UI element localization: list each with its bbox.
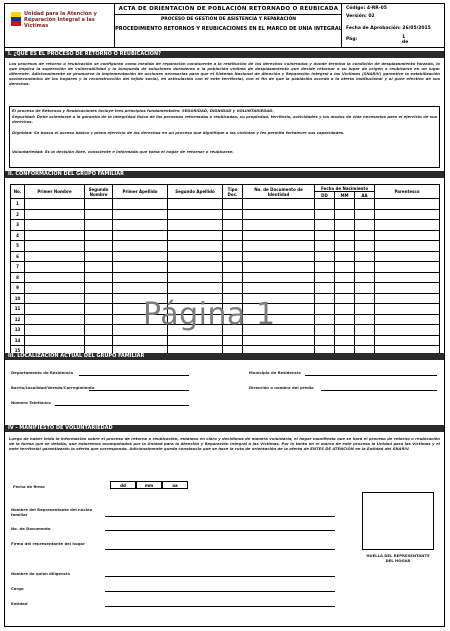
table-row xyxy=(11,199,440,210)
row-number: 13 xyxy=(11,325,25,336)
direccion-field[interactable] xyxy=(321,390,437,391)
table-row xyxy=(11,241,440,252)
section-2-title: II. CONFORMACIÓN DEL GRUPO FAMILIAR xyxy=(5,171,444,178)
section-3-title: III. LOCALIZACIÓN ACTUAL DEL GRUPO FAMILIAR xyxy=(5,353,444,360)
fingerprint-label: HUELLA DEL REPRESENTANTE DEL HOGAR xyxy=(366,553,430,563)
entidad-label: Entidad xyxy=(11,601,28,606)
principles-lead: El proceso de Retornos y Reubicaciones incluye tres principios fundamentales: SEGURIDAD, DIGNIDAD y VOLUNTARIEDAD. xyxy=(12,108,274,113)
telefono-field[interactable] xyxy=(55,405,189,406)
fingerprint-box[interactable] xyxy=(362,492,434,550)
table-cell[interactable] xyxy=(335,262,355,273)
table-cell[interactable] xyxy=(375,293,440,304)
table-cell[interactable] xyxy=(113,209,168,220)
table-row xyxy=(11,272,440,283)
table-cell[interactable] xyxy=(25,241,85,252)
firma-label: Firma del representante del hogar xyxy=(11,541,85,546)
table-cell[interactable] xyxy=(223,220,243,231)
table-cell[interactable] xyxy=(85,272,113,283)
table-cell[interactable] xyxy=(113,251,168,262)
fecha-firma-label: Fecha de firma xyxy=(13,484,45,489)
table-cell[interactable] xyxy=(315,230,335,241)
col-header-dd: DD xyxy=(315,192,335,199)
table-cell[interactable] xyxy=(335,283,355,294)
table-row xyxy=(11,283,440,294)
table-cell[interactable] xyxy=(375,325,440,336)
table-cell[interactable] xyxy=(85,335,113,346)
table-cell[interactable] xyxy=(335,220,355,231)
col-header-mm: MM xyxy=(335,192,355,199)
table-cell[interactable] xyxy=(85,230,113,241)
table-cell[interactable] xyxy=(25,209,85,220)
table-cell[interactable] xyxy=(375,283,440,294)
col-header-primer-apellido: Primer Apellido xyxy=(113,185,168,199)
row-number: 9 xyxy=(11,283,25,294)
table-cell[interactable] xyxy=(168,251,223,262)
table-cell[interactable] xyxy=(315,199,335,210)
departamento-label: Departamento de Residencia xyxy=(11,370,74,375)
table-cell[interactable] xyxy=(375,230,440,241)
table-cell[interactable] xyxy=(335,272,355,283)
voluntariedad-text: Luego de haber leído la información sobre el proceso de retorno o reubicación, estamos en claro y decidimos de manera voluntaria, el hogar manifiesta que se hará el proceso de retorno o reubicación de la forma que se detalla, que estaremos acompañados por la Unidad para la Atención y Reparación Integral a las Víctimas. Por lo tanto en el marco de este proceso la Unidad para las Víctimas y el ente territorial garantizarán la oferta que corresponda. Adicionalmente queda constancia que se hace la ruta de orientación de la oferta de ENTES DE ATENCIÓN en la Entidad del SNARIV. xyxy=(9,436,440,451)
table-cell[interactable] xyxy=(85,283,113,294)
colombia-flag-icon xyxy=(11,12,21,26)
table-cell[interactable] xyxy=(355,325,375,336)
header-meta xyxy=(342,4,444,47)
form-code: Código: 4-RR-05 xyxy=(346,6,387,11)
row-number: 11 xyxy=(11,304,25,315)
table-row xyxy=(11,262,440,273)
col-header-numero-doc: No. de Documento de Identidad xyxy=(243,185,315,199)
table-cell[interactable] xyxy=(113,241,168,252)
procedure-name: PROCEDIMIENTO RETORNOS Y REUBICACIONES EN EL MARCO DE UNIA INTEGRAL xyxy=(115,26,342,32)
row-number: 7 xyxy=(11,262,25,273)
row-number: 8 xyxy=(11,272,25,283)
table-cell[interactable] xyxy=(243,272,315,283)
table-cell[interactable] xyxy=(85,293,113,304)
table-cell[interactable] xyxy=(243,335,315,346)
col-header-fecha-nac: Fecha de Nacimiento xyxy=(315,185,375,192)
table-cell[interactable] xyxy=(25,262,85,273)
row-number: 4 xyxy=(11,230,25,241)
table-cell[interactable] xyxy=(375,251,440,262)
table-cell[interactable] xyxy=(25,335,85,346)
table-row xyxy=(11,335,440,346)
table-cell[interactable] xyxy=(355,220,375,231)
table-cell[interactable] xyxy=(375,335,440,346)
row-number: 6 xyxy=(11,251,25,262)
fecha-firma-aa[interactable]: aa xyxy=(162,481,188,489)
table-cell[interactable] xyxy=(168,209,223,220)
direccion-label: Dirección o nombre del predio xyxy=(249,385,314,390)
table-cell[interactable] xyxy=(168,335,223,346)
table-cell[interactable] xyxy=(355,199,375,210)
no-documento-label: No. de Documento xyxy=(11,526,51,531)
table-cell[interactable] xyxy=(375,209,440,220)
table-cell[interactable] xyxy=(335,325,355,336)
table-cell[interactable] xyxy=(223,230,243,241)
table-cell[interactable] xyxy=(355,314,375,325)
table-cell[interactable] xyxy=(355,262,375,273)
table-cell[interactable] xyxy=(375,304,440,315)
table-cell[interactable] xyxy=(223,272,243,283)
table-cell[interactable] xyxy=(168,272,223,283)
table-cell[interactable] xyxy=(25,251,85,262)
telefono-label: Número Telefónico xyxy=(11,400,51,405)
process-name: PROCESO DE GESTIÓN DE ASISTENCIA Y REPARACIÓN xyxy=(160,17,297,22)
col-header-segundo-nombre: Segundo Nombre xyxy=(85,185,113,199)
row-number: 2 xyxy=(11,209,25,220)
principle-dignidad: Dignidad: Se busca el acceso básico y pleno ejercicio de los derechos en un proceso que dignifique a las víctimas y les permita fortalecer sus capacidades. xyxy=(12,130,345,135)
table-cell[interactable] xyxy=(355,283,375,294)
table-cell[interactable] xyxy=(315,220,335,231)
table-cell[interactable] xyxy=(335,293,355,304)
table-cell[interactable] xyxy=(223,283,243,294)
header-titles xyxy=(115,4,342,47)
col-header-aa: AA xyxy=(355,192,375,199)
table-cell[interactable] xyxy=(25,325,85,336)
entidad-field[interactable] xyxy=(105,606,335,607)
cargo-field[interactable] xyxy=(105,591,335,592)
table-cell[interactable] xyxy=(85,251,113,262)
section-1-title: I. ¿QUÉ ES EL PROCESO DE RETORNO O REUBICACIÓN? xyxy=(5,51,444,58)
table-cell[interactable] xyxy=(25,283,85,294)
table-cell[interactable] xyxy=(85,209,113,220)
table-cell[interactable] xyxy=(113,199,168,210)
cargo-label: Cargo xyxy=(11,586,24,591)
table-cell[interactable] xyxy=(335,199,355,210)
no-documento-field[interactable] xyxy=(105,530,335,531)
table-cell[interactable] xyxy=(375,220,440,231)
table-cell[interactable] xyxy=(315,335,335,346)
page-value: 1 de xyxy=(402,35,409,45)
table-cell[interactable] xyxy=(113,220,168,231)
table-cell[interactable] xyxy=(335,241,355,252)
table-cell[interactable] xyxy=(375,314,440,325)
col-header-primer-nombre: Primer Nombre xyxy=(25,185,85,199)
table-cell[interactable] xyxy=(113,262,168,273)
row-number: 14 xyxy=(11,335,25,346)
table-cell[interactable] xyxy=(315,272,335,283)
form-page xyxy=(4,3,445,627)
table-cell[interactable] xyxy=(355,241,375,252)
table-cell[interactable] xyxy=(355,251,375,262)
table-cell[interactable] xyxy=(25,304,85,315)
header-divider xyxy=(115,14,342,15)
fecha-firma-mm[interactable]: mm xyxy=(136,481,162,489)
row-number: 12 xyxy=(11,314,25,325)
nombre-representante-field[interactable] xyxy=(105,516,335,517)
table-cell[interactable] xyxy=(315,283,335,294)
row-number: 10 xyxy=(11,293,25,304)
table-cell[interactable] xyxy=(223,199,243,210)
table-cell[interactable] xyxy=(243,251,315,262)
col-header-tipo-doc: Tipo Doc. xyxy=(223,185,243,199)
table-cell[interactable] xyxy=(223,241,243,252)
table-cell[interactable] xyxy=(315,293,335,304)
flag-stripe-red xyxy=(11,21,21,26)
table-cell[interactable] xyxy=(223,262,243,273)
table-cell[interactable] xyxy=(168,283,223,294)
table-cell[interactable] xyxy=(315,262,335,273)
table-row xyxy=(11,209,440,220)
table-cell[interactable] xyxy=(315,314,335,325)
nombre-representante-label: Nombre del Representante del núcleo familiar xyxy=(11,507,93,517)
table-cell[interactable] xyxy=(355,293,375,304)
section-4-title: IV - MANIFIESTO DE VOLUNTARIEDAD xyxy=(5,425,444,432)
table-cell[interactable] xyxy=(223,209,243,220)
logo-text: Unidad para la Atención y Reparación Integral a las Víctimas xyxy=(24,11,97,29)
section-1-intro: Los procesos de retorno o reubicación se configuran como medida de reparación conducente a la restitución de los derechos vulnerados y donde termina la condición de desplazamiento forzado, lo que implica la superación de vulnerabilidad y la búsqueda de soluciones duraderas a la población víctima de desplazamiento que decide retornar a su lugar de origen o reubicarse en un lugar diferente. Adicionalmente se promueve la implementación de acciones necesarias para que el Sistema Nacional de Atención y Reparación Integral a las Víctimas (SNARIV) garantice la estabilización socioeconómica de los hogares y la reconstrucción del tejido social, en articulación con el ente territorial, con el fin de que la población acceda a la oferta institucional y al goce efectivo de sus derechos. xyxy=(9,61,440,86)
table-cell[interactable] xyxy=(335,251,355,262)
page-label: Pág: xyxy=(346,37,358,42)
table-cell[interactable] xyxy=(335,304,355,315)
firma-field[interactable] xyxy=(105,549,335,550)
row-number: 3 xyxy=(11,220,25,231)
table-row xyxy=(11,251,440,262)
principle-seguridad: Seguridad: Debe orientarse a la garantía de la integridad física de las personas retornadas o reubicadas, su propiedad, territorio, actividades y los modos de vida necesarios para el ejercicio de sus derechos. xyxy=(12,114,437,124)
table-cell[interactable] xyxy=(243,220,315,231)
page-watermark: Página 1 xyxy=(143,297,276,332)
table-cell[interactable] xyxy=(168,220,223,231)
table-cell[interactable] xyxy=(355,272,375,283)
table-cell[interactable] xyxy=(243,199,315,210)
table-cell[interactable] xyxy=(243,241,315,252)
logo-block xyxy=(5,4,115,47)
table-cell[interactable] xyxy=(25,293,85,304)
table-cell[interactable] xyxy=(168,230,223,241)
table-cell[interactable] xyxy=(335,230,355,241)
table-cell[interactable] xyxy=(113,283,168,294)
form-header xyxy=(5,4,444,48)
municipio-label: Municipio de Residencia xyxy=(249,370,301,375)
table-cell[interactable] xyxy=(25,272,85,283)
table-cell[interactable] xyxy=(375,241,440,252)
departamento-field[interactable] xyxy=(79,375,189,376)
table-cell[interactable] xyxy=(25,314,85,325)
col-header-parentesco: Parentesco xyxy=(375,185,440,199)
table-cell[interactable] xyxy=(168,199,223,210)
table-cell[interactable] xyxy=(25,220,85,231)
table-cell[interactable] xyxy=(355,335,375,346)
table-cell[interactable] xyxy=(25,199,85,210)
table-cell[interactable] xyxy=(113,272,168,283)
col-header-no: No. xyxy=(11,185,25,199)
table-cell[interactable] xyxy=(315,304,335,315)
table-cell[interactable] xyxy=(85,220,113,231)
table-cell[interactable] xyxy=(85,314,113,325)
approval-date: Fecha de Aprobación: 26/05/2015 xyxy=(346,26,431,31)
table-cell[interactable] xyxy=(223,251,243,262)
fecha-firma-dd[interactable]: dd xyxy=(110,481,136,489)
row-number: 15 xyxy=(11,346,25,357)
table-cell[interactable] xyxy=(375,199,440,210)
table-cell[interactable] xyxy=(335,314,355,325)
table-cell[interactable] xyxy=(243,230,315,241)
municipio-field[interactable] xyxy=(305,375,437,376)
table-cell[interactable] xyxy=(85,262,113,273)
table-cell[interactable] xyxy=(315,325,335,336)
table-cell[interactable] xyxy=(168,262,223,273)
table-cell[interactable] xyxy=(25,230,85,241)
table-cell[interactable] xyxy=(335,209,355,220)
principle-voluntariedad: Voluntariedad: Es la decisión libre, consciente e informada que toma el hogar de retornar o reubicarse. xyxy=(12,149,234,154)
family-rows xyxy=(11,199,440,357)
table-cell[interactable] xyxy=(243,209,315,220)
row-number: 1 xyxy=(11,199,25,210)
table-cell[interactable] xyxy=(243,283,315,294)
table-cell[interactable] xyxy=(355,230,375,241)
table-row xyxy=(11,220,440,231)
table-cell[interactable] xyxy=(375,262,440,273)
table-cell[interactable] xyxy=(85,325,113,336)
table-cell[interactable] xyxy=(355,209,375,220)
row-number: 5 xyxy=(11,241,25,252)
barrio-label: Barrio/Localidad/Vereda/Corregimiento xyxy=(11,385,95,390)
barrio-field[interactable] xyxy=(89,390,189,391)
table-cell[interactable] xyxy=(315,241,335,252)
nombre-diligencia-field[interactable] xyxy=(105,576,335,577)
table-cell[interactable] xyxy=(315,209,335,220)
table-cell[interactable] xyxy=(85,199,113,210)
table-cell[interactable] xyxy=(85,241,113,252)
nombre-diligencia-label: Nombre de quien diligencia xyxy=(11,571,70,576)
table-cell[interactable] xyxy=(355,304,375,315)
form-version: Versión: 02 xyxy=(346,14,375,19)
table-cell[interactable] xyxy=(375,272,440,283)
table-cell[interactable] xyxy=(113,230,168,241)
table-cell[interactable] xyxy=(315,251,335,262)
table-cell[interactable] xyxy=(243,262,315,273)
form-title: ACTA DE ORIENTACIÓN DE POBLACIÓN RETORNADO O REUBICADA xyxy=(118,6,339,12)
table-cell[interactable] xyxy=(113,335,168,346)
table-cell[interactable] xyxy=(223,335,243,346)
table-cell[interactable] xyxy=(168,241,223,252)
table-row xyxy=(11,230,440,241)
table-cell[interactable] xyxy=(335,335,355,346)
col-header-segundo-apellido: Segundo Apellido xyxy=(168,185,223,199)
table-cell[interactable] xyxy=(85,304,113,315)
